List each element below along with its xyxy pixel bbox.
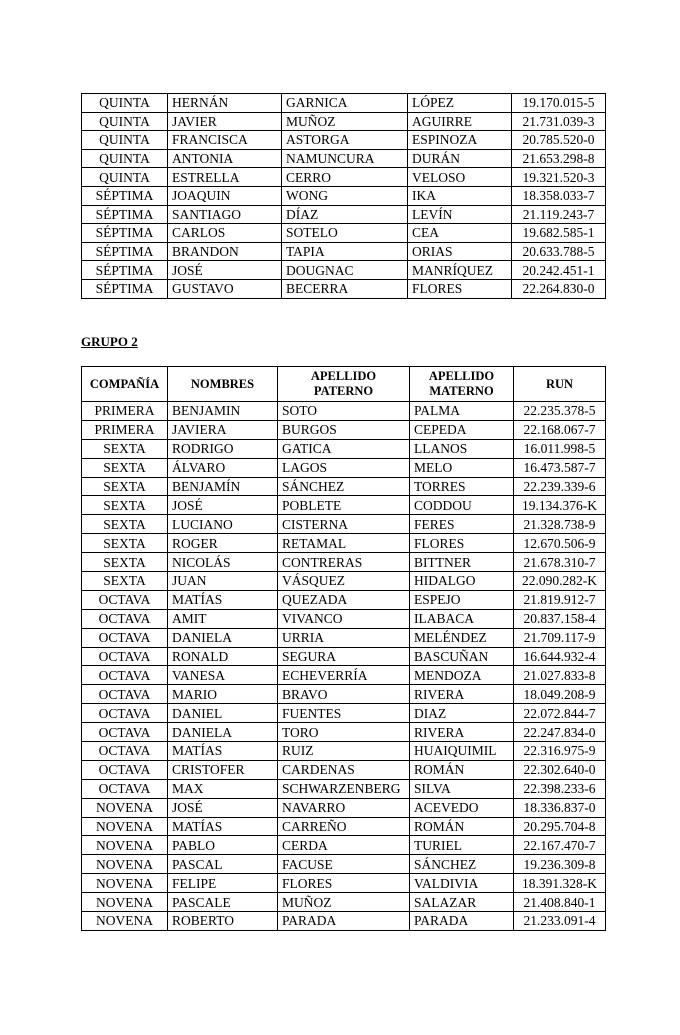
cell-nombre: ROBERTO — [168, 912, 278, 931]
cell-nombre: JAVIER — [168, 112, 282, 131]
cell-compania: OCTAVA — [82, 647, 168, 666]
cell-apellido-paterno: NAVARRO — [278, 798, 410, 817]
cell-apellido-paterno: MUÑOZ — [282, 112, 408, 131]
table-row — [82, 572, 606, 591]
cell-compania: NOVENA — [82, 836, 168, 855]
cell-compania: SEXTA — [82, 572, 168, 591]
cell-apellido-materno: ROMÁN — [410, 817, 514, 836]
table-row — [82, 112, 606, 131]
cell-apellido-paterno: DOUGNAC — [282, 261, 408, 280]
cell-nombre: ESTRELLA — [168, 168, 282, 187]
members-table-group-1-continued — [81, 93, 606, 299]
cell-nombre: JUAN — [168, 572, 278, 591]
cell-apellido-paterno: CARDENAS — [278, 760, 410, 779]
cell-apellido-materno: VALDIVIA — [410, 874, 514, 893]
cell-compania: NOVENA — [82, 855, 168, 874]
table-row — [82, 798, 606, 817]
cell-apellido-paterno: SOTELO — [282, 224, 408, 243]
cell-apellido-materno: LÓPEZ — [408, 94, 512, 113]
cell-compania: QUINTA — [82, 131, 168, 150]
cell-compania: SEXTA — [82, 515, 168, 534]
table-row — [82, 855, 606, 874]
cell-nombre: RODRIGO — [168, 439, 278, 458]
cell-apellido-paterno: ECHEVERRÍA — [278, 666, 410, 685]
cell-apellido-paterno: MUÑOZ — [278, 893, 410, 912]
cell-apellido-paterno: RUIZ — [278, 742, 410, 761]
cell-apellido-materno: ACEVEDO — [410, 798, 514, 817]
table-row — [82, 420, 606, 439]
cell-apellido-materno: MELO — [410, 458, 514, 477]
cell-nombre: JOSÉ — [168, 496, 278, 515]
table-row — [82, 779, 606, 798]
cell-apellido-materno: RIVERA — [410, 685, 514, 704]
cell-nombre: SANTIAGO — [168, 205, 282, 224]
cell-compania: SÉPTIMA — [82, 205, 168, 224]
table-row — [82, 817, 606, 836]
cell-run: 16.473.587-7 — [514, 458, 606, 477]
cell-apellido-materno: CODDOU — [410, 496, 514, 515]
cell-run: 21.653.298-8 — [512, 149, 606, 168]
cell-compania: QUINTA — [82, 149, 168, 168]
cell-run: 19.170.015-5 — [512, 94, 606, 113]
cell-run: 16.011.998-5 — [514, 439, 606, 458]
cell-nombre: BENJAMIN — [168, 402, 278, 421]
cell-apellido-materno: ORIAS — [408, 242, 512, 261]
cell-run: 21.731.039-3 — [512, 112, 606, 131]
table-row — [82, 439, 606, 458]
cell-apellido-materno: AGUIRRE — [408, 112, 512, 131]
cell-compania: NOVENA — [82, 874, 168, 893]
cell-apellido-paterno: CERRO — [282, 168, 408, 187]
cell-nombre: JOSÉ — [168, 261, 282, 280]
table-row — [82, 224, 606, 243]
table-row — [82, 760, 606, 779]
cell-compania: SÉPTIMA — [82, 242, 168, 261]
cell-nombre: ANTONIA — [168, 149, 282, 168]
table-row — [82, 279, 606, 298]
cell-run: 18.049.208-9 — [514, 685, 606, 704]
cell-run: 22.235.378-5 — [514, 402, 606, 421]
cell-run: 21.027.833-8 — [514, 666, 606, 685]
cell-nombre: JAVIERA — [168, 420, 278, 439]
table-row — [82, 723, 606, 742]
cell-apellido-paterno: WONG — [282, 186, 408, 205]
cell-apellido-materno: CEA — [408, 224, 512, 243]
cell-nombre: DANIELA — [168, 628, 278, 647]
table-row — [82, 553, 606, 572]
table-body — [82, 94, 606, 299]
cell-compania: OCTAVA — [82, 723, 168, 742]
table-row — [82, 458, 606, 477]
cell-compania: OCTAVA — [82, 760, 168, 779]
cell-apellido-paterno: TAPIA — [282, 242, 408, 261]
cell-run: 20.242.451-1 — [512, 261, 606, 280]
cell-compania: SEXTA — [82, 496, 168, 515]
cell-apellido-materno: MELÉNDEZ — [410, 628, 514, 647]
cell-apellido-paterno: BECERRA — [282, 279, 408, 298]
cell-run: 20.633.788-5 — [512, 242, 606, 261]
cell-nombre: MATÍAS — [168, 742, 278, 761]
cell-nombre: CRISTOFER — [168, 760, 278, 779]
cell-nombre: BRANDON — [168, 242, 282, 261]
cell-compania: SÉPTIMA — [82, 186, 168, 205]
cell-run: 21.678.310-7 — [514, 553, 606, 572]
cell-compania: QUINTA — [82, 94, 168, 113]
cell-apellido-materno: PALMA — [410, 402, 514, 421]
table-row — [82, 94, 606, 113]
cell-compania: PRIMERA — [82, 420, 168, 439]
cell-run: 22.247.834-0 — [514, 723, 606, 742]
cell-apellido-paterno: VÁSQUEZ — [278, 572, 410, 591]
cell-apellido-materno: TURIEL — [410, 836, 514, 855]
cell-nombre: LUCIANO — [168, 515, 278, 534]
cell-apellido-materno: LEVÍN — [408, 205, 512, 224]
cell-nombre: PABLO — [168, 836, 278, 855]
cell-apellido-paterno: SCHWARZENBERG — [278, 779, 410, 798]
cell-compania: OCTAVA — [82, 590, 168, 609]
cell-apellido-materno: BASCUÑAN — [410, 647, 514, 666]
cell-run: 12.670.506-9 — [514, 534, 606, 553]
cell-run: 22.072.844-7 — [514, 704, 606, 723]
table-row — [82, 186, 606, 205]
cell-nombre: MATÍAS — [168, 817, 278, 836]
cell-apellido-paterno: PARADA — [278, 912, 410, 931]
cell-compania: SEXTA — [82, 534, 168, 553]
cell-compania: SEXTA — [82, 458, 168, 477]
cell-run: 22.167.470-7 — [514, 836, 606, 855]
cell-nombre: BENJAMÍN — [168, 477, 278, 496]
table-row — [82, 836, 606, 855]
cell-run: 20.785.520-0 — [512, 131, 606, 150]
cell-compania: NOVENA — [82, 893, 168, 912]
cell-apellido-paterno: ASTORGA — [282, 131, 408, 150]
cell-nombre: RONALD — [168, 647, 278, 666]
cell-compania: SEXTA — [82, 553, 168, 572]
cell-apellido-materno: MANRÍQUEZ — [408, 261, 512, 280]
cell-run: 22.398.233-6 — [514, 779, 606, 798]
cell-run: 20.837.158-4 — [514, 609, 606, 628]
table-row — [82, 242, 606, 261]
cell-nombre: JOAQUIN — [168, 186, 282, 205]
cell-apellido-materno: SILVA — [410, 779, 514, 798]
cell-apellido-paterno: BURGOS — [278, 420, 410, 439]
cell-compania: OCTAVA — [82, 742, 168, 761]
cell-apellido-paterno: GATICA — [278, 439, 410, 458]
table-row — [82, 515, 606, 534]
cell-apellido-materno: LLANOS — [410, 439, 514, 458]
cell-nombre: ROGER — [168, 534, 278, 553]
table-row — [82, 205, 606, 224]
header-nombres: NOMBRES — [168, 367, 278, 402]
cell-run: 19.682.585-1 — [512, 224, 606, 243]
cell-nombre: DANIEL — [168, 704, 278, 723]
group-2-heading: GRUPO 2 — [81, 334, 138, 349]
cell-apellido-materno: ROMÁN — [410, 760, 514, 779]
cell-apellido-paterno: NAMUNCURA — [282, 149, 408, 168]
cell-compania: OCTAVA — [82, 666, 168, 685]
cell-apellido-materno: SALAZAR — [410, 893, 514, 912]
cell-compania: NOVENA — [82, 912, 168, 931]
cell-run: 21.408.840-1 — [514, 893, 606, 912]
cell-compania: OCTAVA — [82, 609, 168, 628]
cell-apellido-materno: HUAIQUIMIL — [410, 742, 514, 761]
cell-compania: SÉPTIMA — [82, 279, 168, 298]
cell-apellido-materno: FLORES — [408, 279, 512, 298]
table-row — [82, 874, 606, 893]
table-row — [82, 261, 606, 280]
cell-apellido-paterno: BRAVO — [278, 685, 410, 704]
table-row — [82, 666, 606, 685]
cell-apellido-materno: SÁNCHEZ — [410, 855, 514, 874]
cell-apellido-paterno: CERDA — [278, 836, 410, 855]
members-table-group-2 — [81, 366, 606, 931]
header-run: RUN — [514, 367, 606, 402]
cell-nombre: DANIELA — [168, 723, 278, 742]
cell-run: 19.134.376-K — [514, 496, 606, 515]
cell-nombre: NICOLÁS — [168, 553, 278, 572]
cell-run: 21.233.091-4 — [514, 912, 606, 931]
table-row — [82, 704, 606, 723]
cell-apellido-paterno: POBLETE — [278, 496, 410, 515]
cell-compania: SÉPTIMA — [82, 261, 168, 280]
header-apellido-paterno: APELLIDO PATERNO — [278, 367, 410, 402]
cell-nombre: MARIO — [168, 685, 278, 704]
table-row — [82, 893, 606, 912]
table-row — [82, 149, 606, 168]
table-row — [82, 628, 606, 647]
table-header-row — [82, 367, 606, 402]
table-row — [82, 647, 606, 666]
cell-run: 22.168.067-7 — [514, 420, 606, 439]
cell-apellido-materno: DIAZ — [410, 704, 514, 723]
cell-apellido-paterno: RETAMAL — [278, 534, 410, 553]
cell-apellido-paterno: SEGURA — [278, 647, 410, 666]
cell-compania: OCTAVA — [82, 628, 168, 647]
cell-compania: OCTAVA — [82, 685, 168, 704]
cell-apellido-materno: PARADA — [410, 912, 514, 931]
cell-compania: NOVENA — [82, 817, 168, 836]
cell-run: 19.321.520-3 — [512, 168, 606, 187]
cell-apellido-materno: ESPEJO — [410, 590, 514, 609]
cell-apellido-paterno: GARNICA — [282, 94, 408, 113]
cell-apellido-materno: FERES — [410, 515, 514, 534]
cell-apellido-materno: BITTNER — [410, 553, 514, 572]
cell-nombre: MATÍAS — [168, 590, 278, 609]
cell-apellido-paterno: SOTO — [278, 402, 410, 421]
cell-apellido-materno: MENDOZA — [410, 666, 514, 685]
cell-run: 22.316.975-9 — [514, 742, 606, 761]
cell-apellido-paterno: FLORES — [278, 874, 410, 893]
cell-apellido-materno: ESPINOZA — [408, 131, 512, 150]
cell-apellido-paterno: CONTRERAS — [278, 553, 410, 572]
cell-nombre: GUSTAVO — [168, 279, 282, 298]
cell-run: 19.236.309-8 — [514, 855, 606, 874]
cell-apellido-materno: CEPEDA — [410, 420, 514, 439]
cell-apellido-materno: DURÁN — [408, 149, 512, 168]
cell-compania: OCTAVA — [82, 704, 168, 723]
cell-nombre: JOSÉ — [168, 798, 278, 817]
cell-run: 22.302.640-0 — [514, 760, 606, 779]
cell-apellido-paterno: LAGOS — [278, 458, 410, 477]
cell-apellido-materno: IKA — [408, 186, 512, 205]
cell-apellido-paterno: TORO — [278, 723, 410, 742]
cell-nombre: FELIPE — [168, 874, 278, 893]
cell-nombre: ÁLVARO — [168, 458, 278, 477]
cell-run: 22.239.339-6 — [514, 477, 606, 496]
table-row — [82, 609, 606, 628]
cell-nombre: PASCAL — [168, 855, 278, 874]
table-row — [82, 912, 606, 931]
cell-apellido-paterno: CARREÑO — [278, 817, 410, 836]
cell-run: 21.819.912-7 — [514, 590, 606, 609]
table-row — [82, 534, 606, 553]
cell-apellido-materno: VELOSO — [408, 168, 512, 187]
cell-apellido-paterno: CISTERNA — [278, 515, 410, 534]
cell-compania: QUINTA — [82, 168, 168, 187]
table-row — [82, 685, 606, 704]
cell-nombre: PASCALE — [168, 893, 278, 912]
cell-run: 16.644.932-4 — [514, 647, 606, 666]
cell-nombre: HERNÁN — [168, 94, 282, 113]
cell-apellido-paterno: URRIA — [278, 628, 410, 647]
cell-apellido-paterno: SÁNCHEZ — [278, 477, 410, 496]
table-row — [82, 590, 606, 609]
header-compania: COMPAÑÍA — [82, 367, 168, 402]
cell-run: 21.328.738-9 — [514, 515, 606, 534]
cell-compania: SÉPTIMA — [82, 224, 168, 243]
header-apellido-materno: APELLIDO MATERNO — [410, 367, 514, 402]
cell-run: 22.264.830-0 — [512, 279, 606, 298]
cell-run: 18.391.328-K — [514, 874, 606, 893]
cell-apellido-materno: FLORES — [410, 534, 514, 553]
cell-compania: SEXTA — [82, 477, 168, 496]
cell-run: 22.090.282-K — [514, 572, 606, 591]
cell-run: 20.295.704-8 — [514, 817, 606, 836]
cell-apellido-paterno: DÍAZ — [282, 205, 408, 224]
cell-nombre: MAX — [168, 779, 278, 798]
table-row — [82, 402, 606, 421]
table-row — [82, 742, 606, 761]
cell-apellido-materno: TORRES — [410, 477, 514, 496]
cell-compania: NOVENA — [82, 798, 168, 817]
cell-run: 21.119.243-7 — [512, 205, 606, 224]
cell-nombre: CARLOS — [168, 224, 282, 243]
table-body — [82, 402, 606, 931]
cell-apellido-paterno: VIVANCO — [278, 609, 410, 628]
cell-apellido-paterno: FACUSE — [278, 855, 410, 874]
table-row — [82, 477, 606, 496]
cell-compania: PRIMERA — [82, 402, 168, 421]
cell-run: 21.709.117-9 — [514, 628, 606, 647]
cell-apellido-materno: RIVERA — [410, 723, 514, 742]
cell-compania: OCTAVA — [82, 779, 168, 798]
cell-nombre: FRANCISCA — [168, 131, 282, 150]
cell-run: 18.336.837-0 — [514, 798, 606, 817]
cell-apellido-materno: HIDALGO — [410, 572, 514, 591]
cell-apellido-paterno: FUENTES — [278, 704, 410, 723]
table-row — [82, 131, 606, 150]
cell-nombre: AMIT — [168, 609, 278, 628]
cell-compania: SEXTA — [82, 439, 168, 458]
cell-run: 18.358.033-7 — [512, 186, 606, 205]
cell-apellido-paterno: QUEZADA — [278, 590, 410, 609]
cell-apellido-materno: ILABACA — [410, 609, 514, 628]
cell-nombre: VANESA — [168, 666, 278, 685]
cell-compania: QUINTA — [82, 112, 168, 131]
table-row — [82, 168, 606, 187]
table-row — [82, 496, 606, 515]
